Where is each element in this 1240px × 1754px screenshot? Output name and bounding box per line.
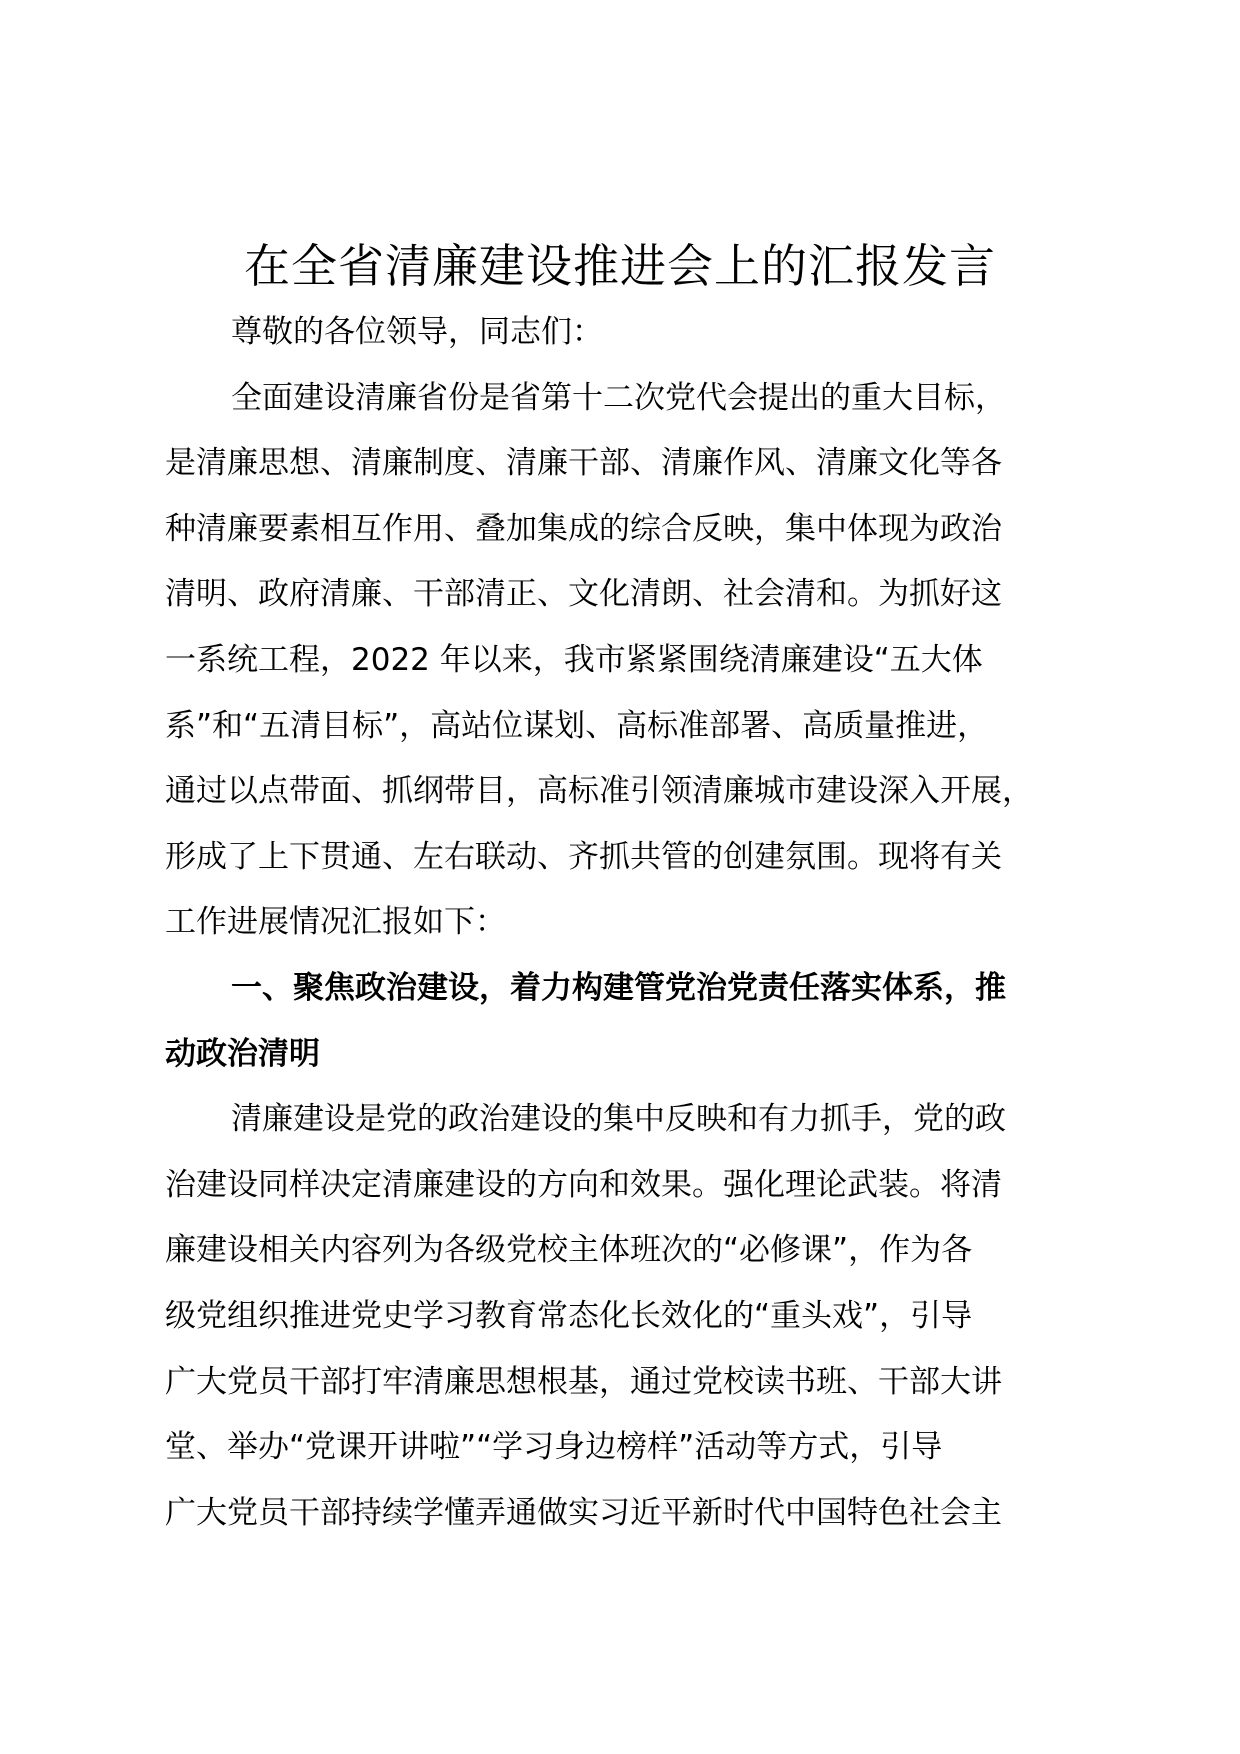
paragraph-line: 治建设同样决定清廉建设的方向和效果。强化理论武装。将清 bbox=[165, 1166, 1002, 1203]
paragraph-line: 一系统工程，2022 年以来，我市紧紧围绕清廉建设“五大体 bbox=[165, 641, 983, 678]
section-heading-line: 一、聚焦政治建设，着力构建管党治党责任落实体系，推 bbox=[231, 969, 1006, 1006]
document-body bbox=[165, 300, 1085, 1546]
paragraph-line: 工作进展情况汇报如下： bbox=[165, 904, 506, 941]
paragraph-line: 堂、举办“党课开讲啦”“学习身边榜样”活动等方式，引导 bbox=[165, 1429, 943, 1466]
section-heading-line: 动政治清明 bbox=[165, 1035, 320, 1072]
paragraph-line: 清廉建设是党的政治建设的集中反映和有力抓手，党的政 bbox=[231, 1101, 1006, 1138]
paragraph-line: 是清廉思想、清廉制度、清廉干部、清廉作风、清廉文化等各 bbox=[165, 445, 1002, 482]
paragraph-line: 种清廉要素相互作用、叠加集成的综合反映，集中体现为政治 bbox=[165, 510, 1002, 547]
paragraph-line: 系”和“五清目标”，高站位谋划、高标准部署、高质量推进， bbox=[165, 707, 989, 744]
paragraph-line: 通过以点带面、抓纲带目，高标准引领清廉城市建设深入开展， bbox=[165, 773, 1033, 810]
paragraph-line: 广大党员干部打牢清廉思想根基，通过党校读书班、干部大讲 bbox=[165, 1363, 1002, 1400]
paragraph-line: 形成了上下贯通、左右联动、齐抓共管的创建氛围。现将有关 bbox=[165, 838, 1002, 875]
paragraph-line: 广大党员干部持续学懂弄通做实习近平新时代中国特色社会主 bbox=[165, 1494, 1002, 1531]
document-title: 在全省清廉建设推进会上的汇报发言 bbox=[244, 239, 996, 293]
paragraph-line: 级党组织推进党史学习教育常态化长效化的“重头戏”，引导 bbox=[165, 1297, 973, 1334]
paragraph-line: 廉建设相关内容列为各级党校主体班次的“必修课”，作为各 bbox=[165, 1232, 973, 1269]
paragraph-line: 全面建设清廉省份是省第十二次党代会提出的重大目标， bbox=[231, 379, 1006, 416]
salutation-line: 尊敬的各位领导，同志们： bbox=[231, 314, 603, 350]
paragraph-line: 清明、政府清廉、干部清正、文化清朗、社会清和。为抓好这 bbox=[165, 576, 1002, 613]
